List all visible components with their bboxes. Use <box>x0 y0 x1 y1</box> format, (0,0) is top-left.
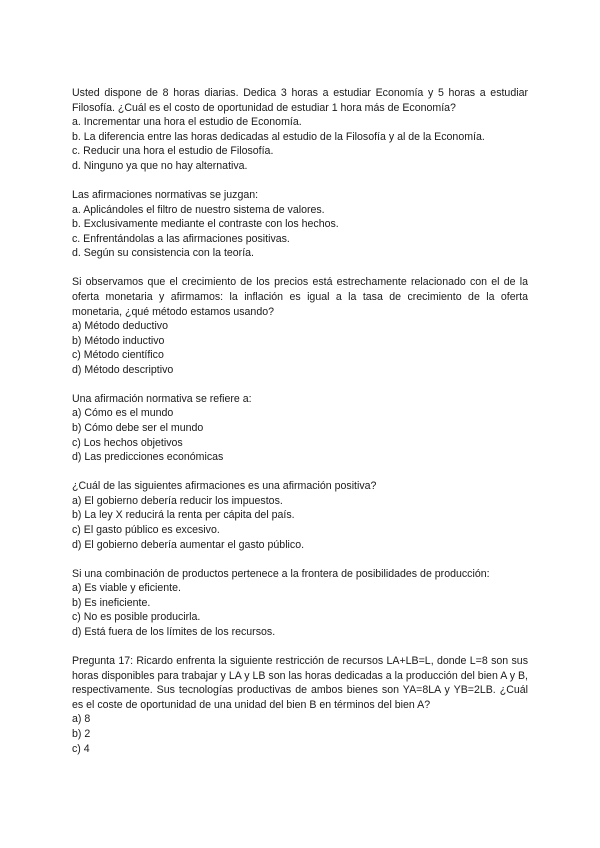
answer-option: a. Incrementar una hora el estudio de Economía. <box>72 116 302 129</box>
answer-option: d) El gobierno debería aumentar el gasto público. <box>72 538 305 551</box>
answer-option: a) 8 <box>72 713 91 726</box>
answer-option: b) Es ineficiente. <box>72 596 151 609</box>
question-4 <box>72 392 528 465</box>
answer-option: c. Enfrentándolas a las afirmaciones positivas. <box>72 232 290 245</box>
question-list <box>72 86 528 770</box>
question-stem: Si observamos que el crecimiento de los precios está estrechamente relacionado con el de la oferta monetaria y afirmamos: la inflación es igual a la tasa de crecimiento de la oferta monetaria, ¿qué método estamos usando? <box>72 276 528 318</box>
answer-option: c. Reducir una hora el estudio de Filosofía. <box>72 145 274 158</box>
question-stem: ¿Cuál de las siguientes afirmaciones es una afirmación positiva? <box>72 480 377 493</box>
answer-option: c) 4 <box>72 742 90 755</box>
question-2 <box>72 188 528 261</box>
answer-option: b) 2 <box>72 727 91 740</box>
question-stem: Si una combinación de productos pertenece a la frontera de posibilidades de producción: <box>72 567 490 580</box>
answer-option: a) Cómo es el mundo <box>72 407 174 420</box>
answer-option: b. La diferencia entre las horas dedicadas al estudio de la Filosofía y al de la Economía. <box>72 130 485 143</box>
question-17 <box>72 654 528 756</box>
question-stem: Una afirmación normativa se refiere a: <box>72 392 252 405</box>
question-6 <box>72 567 528 640</box>
answer-option: c) El gasto público es excesivo. <box>72 524 220 536</box>
answer-option: a) El gobierno debería reducir los impuestos. <box>72 494 283 507</box>
answer-option: b. Exclusivamente mediante el contraste con los hechos. <box>72 218 339 231</box>
question-stem: Pregunta 17: Ricardo enfrenta la siguiente restricción de recursos LA+LB=L, donde L=8 son sus horas disponibles para trabajar y LA y LB son las horas dedicadas a la producción del bien A y B, respectivamente. Sus tecnologías productivas de ambos bienes son YA=8LA y YB=2LB. ¿Cuál es el coste de oportunidad de una unidad del bien B en términos del bien A? <box>72 654 528 711</box>
answer-option: d) Está fuera de los límites de los recursos. <box>72 625 276 638</box>
answer-option: d. Según su consistencia con la teoría. <box>72 247 254 260</box>
answer-option: c) Método científico <box>72 349 164 362</box>
answer-option: b) La ley X reducirá la renta per cápita del país. <box>72 509 295 522</box>
answer-option: d) Las predicciones económicas <box>72 451 224 464</box>
question-3 <box>72 275 528 377</box>
answer-option: d) Método descriptivo <box>72 363 174 376</box>
answer-option: c) Los hechos objetivos <box>72 436 183 449</box>
question-stem: Usted dispone de 8 horas diarias. Dedica 3 horas a estudiar Economía y 5 horas a estudiar Filosofía. ¿Cuál es el costo de oportunidad de estudiar 1 hora más de Economía? <box>72 87 528 114</box>
question-5 <box>72 479 528 552</box>
answer-option: b) Cómo debe ser el mundo <box>72 422 204 435</box>
answer-option: d. Ninguno ya que no hay alternativa. <box>72 159 248 172</box>
question-stem: Las afirmaciones normativas se juzgan: <box>72 188 259 201</box>
answer-option: c) No es posible producirla. <box>72 611 201 624</box>
answer-option: a) Es viable y eficiente. <box>72 582 181 595</box>
answer-option: b) Método inductivo <box>72 334 165 347</box>
answer-option: a) Método deductivo <box>72 320 168 333</box>
answer-option: a. Aplicándoles el filtro de nuestro sistema de valores. <box>72 203 325 216</box>
question-1 <box>72 86 528 174</box>
